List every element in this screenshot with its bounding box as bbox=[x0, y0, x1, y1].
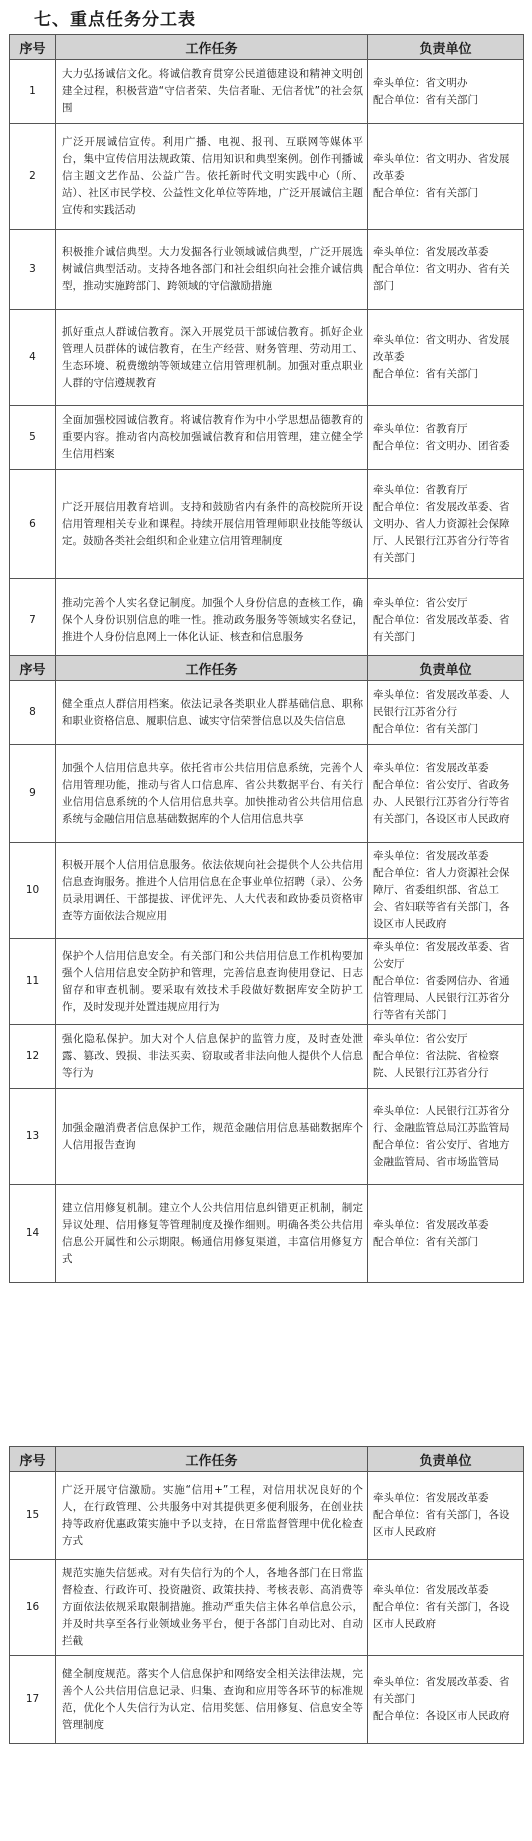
lead-unit: 牵头单位：省发展改革委、人民银行江苏省分行 bbox=[373, 689, 510, 718]
row-number: 4 bbox=[10, 310, 56, 406]
table-row bbox=[10, 1089, 524, 1185]
task-description: 强化隐私保护。加大对个人信息保护的监管力度，及时查处泄露、篡改、毁损、非法买卖、窃取或者非法向他人提供个人信息等行为 bbox=[56, 1025, 368, 1089]
table-row bbox=[10, 124, 524, 230]
task-description: 积极开展个人信用信息服务。依法依规向社会提供个人公共信用信息查询服务。推进个人信用信息在企事业单位招聘（录）、公务员录用调任、干部提拔、评优评先、人大代表和政协委员资格审查等方面依法合规应用 bbox=[56, 843, 368, 939]
responsible-units bbox=[368, 1185, 524, 1283]
table-row bbox=[10, 843, 524, 939]
responsible-units bbox=[368, 1025, 524, 1089]
table-row bbox=[10, 406, 524, 470]
task-description: 保护个人信用信息安全。有关部门和公共信用信息工作机构要加强个人信用信息安全防护和管理，完善信息查询使用登记、日志留存和审查机制。要采取有效技术手段做好数据库安全防护工作，及时发现并处置违规应用行为 bbox=[56, 939, 368, 1025]
cooperating-unit: 配合单位：省有关部门 bbox=[373, 368, 478, 380]
task-description: 加强个人信用信息共享。依托省市公共信用信息系统，完善个人信用管理功能，推动与省人口信息库、省公共数据平台、有关行业信用信息系统的个人信用信息共享。加快推动省公共信用信息系统与金融信用信息基础数据库的个人信用信息共享 bbox=[56, 745, 368, 843]
responsible-units bbox=[368, 939, 524, 1025]
table-row bbox=[10, 579, 524, 663]
row-number: 7 bbox=[10, 579, 56, 663]
cooperating-unit: 配合单位：各设区市人民政府 bbox=[373, 1710, 510, 1722]
header-unit: 负责单位 bbox=[368, 1447, 524, 1472]
table-row bbox=[10, 1560, 524, 1656]
table-row bbox=[10, 1472, 524, 1560]
cooperating-unit: 配合单位：省委网信办、省通信管理局、人民银行江苏省分行等省有关部门 bbox=[373, 975, 510, 1021]
table-row bbox=[10, 1656, 524, 1744]
row-number: 5 bbox=[10, 406, 56, 470]
lead-unit: 牵头单位：省发展改革委、省公安厅 bbox=[373, 941, 510, 970]
row-number: 1 bbox=[10, 60, 56, 124]
responsible-units bbox=[368, 124, 524, 230]
responsible-units bbox=[368, 230, 524, 310]
cooperating-unit: 配合单位：省有关部门，各设区市人民政府 bbox=[373, 1601, 510, 1630]
responsible-units bbox=[368, 1560, 524, 1656]
task-description: 建立信用修复机制。建立个人公共信用信息纠错更正机制，制定异议处理、信用修复等管理制度及操作细则。明确各类公共信用信息公开属性和公示期限。畅通信用修复渠道，丰富信用修复方式 bbox=[56, 1185, 368, 1283]
task-description: 健全制度规范。落实个人信息保护和网络安全相关法律法规，完善个人公共信用信息记录、归集、查询和应用等各环节的标准规范，优化个人失信行为认定、信用奖惩、信用修复、信息安全等管理制度 bbox=[56, 1656, 368, 1744]
responsible-units bbox=[368, 1089, 524, 1185]
table-row bbox=[10, 470, 524, 579]
row-number: 8 bbox=[10, 681, 56, 745]
task-description: 广泛开展诚信宣传。利用广播、电视、报刊、互联网等媒体平台，集中宣传信用法规政策、信用知识和典型案例。创作刊播诚信主题文艺作品、公益广告。依托新时代文明实践中心（所、站）、社区市民学校、公益性文化单位等阵地，广泛开展诚信主题宣传和实践活动 bbox=[56, 124, 368, 230]
task-table-2 bbox=[9, 655, 524, 1283]
lead-unit: 牵头单位：人民银行江苏省分行、金融监管总局江苏监管局 bbox=[373, 1104, 510, 1134]
responsible-units bbox=[368, 681, 524, 745]
table-header-row bbox=[10, 1447, 524, 1472]
header-no: 序号 bbox=[10, 35, 56, 60]
responsible-units bbox=[368, 470, 524, 579]
task-description: 广泛开展守信激励。实施“信用+”工程，对信用状况良好的个人，在行政管理、公共服务中对其提供更多便利服务，在创业扶持等政府优惠政策实施中予以支持，在日常监督管理中优化检查方式 bbox=[56, 1472, 368, 1560]
row-number: 9 bbox=[10, 745, 56, 843]
row-number: 11 bbox=[10, 939, 56, 1025]
lead-unit: 牵头单位：省发展改革委 bbox=[373, 1218, 489, 1231]
header-task: 工作任务 bbox=[56, 35, 368, 60]
cooperating-unit: 配合单位：省发展改革委、省文明办、省人力资源社会保障厅、人民银行江苏省分行等省有关部门 bbox=[373, 500, 510, 564]
header-no: 序号 bbox=[10, 656, 56, 681]
task-description: 全面加强校园诚信教育。将诚信教育作为中小学思想品德教育的重要内容。推动省内高校加强诚信教育和信用管理，建立健全学生信用档案 bbox=[56, 406, 368, 470]
header-unit: 负责单位 bbox=[368, 35, 524, 60]
row-number: 12 bbox=[10, 1025, 56, 1089]
lead-unit: 牵头单位：省文明办、省发展改革委 bbox=[373, 334, 510, 363]
task-description: 广泛开展信用教育培训。支持和鼓励省内有条件的高校院所开设信用管理相关专业和课程。持续开展信用管理师职业技能等级认定。鼓励各类社会组织和企业建立信用管理制度 bbox=[56, 470, 368, 579]
responsible-units bbox=[368, 310, 524, 406]
lead-unit: 牵头单位：省公安厅 bbox=[373, 1033, 468, 1045]
table-row bbox=[10, 681, 524, 745]
task-table-1 bbox=[9, 34, 524, 663]
lead-unit: 牵头单位：省发展改革委、省有关部门 bbox=[373, 1676, 510, 1705]
lead-unit: 牵头单位：省文明办 bbox=[373, 76, 468, 89]
cooperating-unit: 配合单位：省文明办、团省委 bbox=[373, 439, 510, 452]
task-description: 健全重点人群信用档案。依法记录各类职业人群基础信息、职称和职业资格信息、履职信息、诚实守信荣誉信息以及失信信息 bbox=[56, 681, 368, 745]
responsible-units bbox=[368, 843, 524, 939]
section-title: 七、重点任务分工表 bbox=[34, 10, 196, 30]
table-header-row bbox=[10, 35, 524, 60]
cooperating-unit: 配合单位：省有关部门 bbox=[373, 93, 478, 106]
table-row bbox=[10, 745, 524, 843]
responsible-units bbox=[368, 1472, 524, 1560]
table-row bbox=[10, 1185, 524, 1283]
cooperating-unit: 配合单位：省有关部门 bbox=[373, 187, 478, 199]
lead-unit: 牵头单位：省发展改革委 bbox=[373, 850, 489, 862]
lead-unit: 牵头单位：省公安厅 bbox=[373, 597, 468, 609]
table-row bbox=[10, 310, 524, 406]
task-description: 推动完善个人实名登记制度。加强个人身份信息的查核工作，确保个人身份识别信息的唯一性。推动政务服务等领域实名登记，推进个人身份信息网上一体化认证、核查和信息服务 bbox=[56, 579, 368, 663]
table-row bbox=[10, 230, 524, 310]
row-number: 6 bbox=[10, 470, 56, 579]
responsible-units bbox=[368, 406, 524, 470]
task-description: 规范实施失信惩戒。对有失信行为的个人，各地各部门在日常监督检查、行政许可、投资融资、政策扶持、考核表彰、高消费等方面依法依规采取限制措施。推动严重失信主体名单信息公示，并及时共享至各行业领域业务平台，便于各部门自动比对、自动拦截 bbox=[56, 1560, 368, 1656]
task-description: 积极推介诚信典型。大力发掘各行业领域诚信典型，广泛开展选树诚信典型活动。支持各地各部门和社会组织向社会推介诚信典型，推动实施跨部门、跨领域的守信激励措施 bbox=[56, 230, 368, 310]
lead-unit: 牵头单位：省发展改革委 bbox=[373, 761, 489, 774]
header-task: 工作任务 bbox=[56, 656, 368, 681]
lead-unit: 牵头单位：省发展改革委 bbox=[373, 1584, 489, 1596]
cooperating-unit: 配合单位：省公安厅、省政务办、人民银行江苏省分行等省有关部门，各设区市人民政府 bbox=[373, 778, 510, 825]
responsible-units bbox=[368, 745, 524, 843]
lead-unit: 牵头单位：省发展改革委 bbox=[373, 246, 489, 258]
cooperating-unit: 配合单位：省有关部门 bbox=[373, 1235, 478, 1248]
cooperating-unit: 配合单位：省法院、省检察院、人民银行江苏省分行 bbox=[373, 1050, 499, 1079]
table-row bbox=[10, 939, 524, 1025]
table-row bbox=[10, 60, 524, 124]
task-description: 大力弘扬诚信文化。将诚信教育贯穿公民道德建设和精神文明创建全过程，积极营造“守信者荣、失信者耻、无信者忧”的社会氛围 bbox=[56, 60, 368, 124]
header-no: 序号 bbox=[10, 1447, 56, 1472]
lead-unit: 牵头单位：省教育厅 bbox=[373, 422, 468, 435]
cooperating-unit: 配合单位：省有关部门，各设区市人民政府 bbox=[373, 1509, 510, 1538]
cooperating-unit: 配合单位：省公安厅、省地方金融监管局、省市场监管局 bbox=[373, 1138, 510, 1168]
task-description: 抓好重点人群诚信教育。深入开展党员干部诚信教育。抓好企业管理人员群体的诚信教育，在生产经营、财务管理、劳动用工、生态环境、税费缴纳等领域建立信用管理机制。加强对重点职业人群的守信遵规教育 bbox=[56, 310, 368, 406]
lead-unit: 牵头单位：省发展改革委 bbox=[373, 1492, 489, 1504]
cooperating-unit: 配合单位：省文明办、省有关部门 bbox=[373, 263, 510, 292]
responsible-units bbox=[368, 579, 524, 663]
row-number: 10 bbox=[10, 843, 56, 939]
table-header-row bbox=[10, 656, 524, 681]
row-number: 3 bbox=[10, 230, 56, 310]
lead-unit: 牵头单位：省教育厅 bbox=[373, 483, 468, 496]
row-number: 17 bbox=[10, 1656, 56, 1744]
cooperating-unit: 配合单位：省发展改革委、省有关部门 bbox=[373, 614, 510, 643]
row-number: 15 bbox=[10, 1472, 56, 1560]
row-number: 2 bbox=[10, 124, 56, 230]
header-task: 工作任务 bbox=[56, 1447, 368, 1472]
row-number: 14 bbox=[10, 1185, 56, 1283]
cooperating-unit: 配合单位：省人力资源社会保障厅、省委组织部、省总工会、省妇联等省有关部门，各设区市人民政府 bbox=[373, 867, 510, 930]
table-row bbox=[10, 1025, 524, 1089]
cooperating-unit: 配合单位：省有关部门 bbox=[373, 723, 478, 735]
task-description: 加强金融消费者信息保护工作，规范金融信用信息基础数据库个人信用报告查询 bbox=[56, 1089, 368, 1185]
responsible-units bbox=[368, 1656, 524, 1744]
lead-unit: 牵头单位：省文明办、省发展改革委 bbox=[373, 153, 510, 182]
row-number: 16 bbox=[10, 1560, 56, 1656]
task-table-3 bbox=[9, 1446, 524, 1744]
row-number: 13 bbox=[10, 1089, 56, 1185]
responsible-units bbox=[368, 60, 524, 124]
header-unit: 负责单位 bbox=[368, 656, 524, 681]
